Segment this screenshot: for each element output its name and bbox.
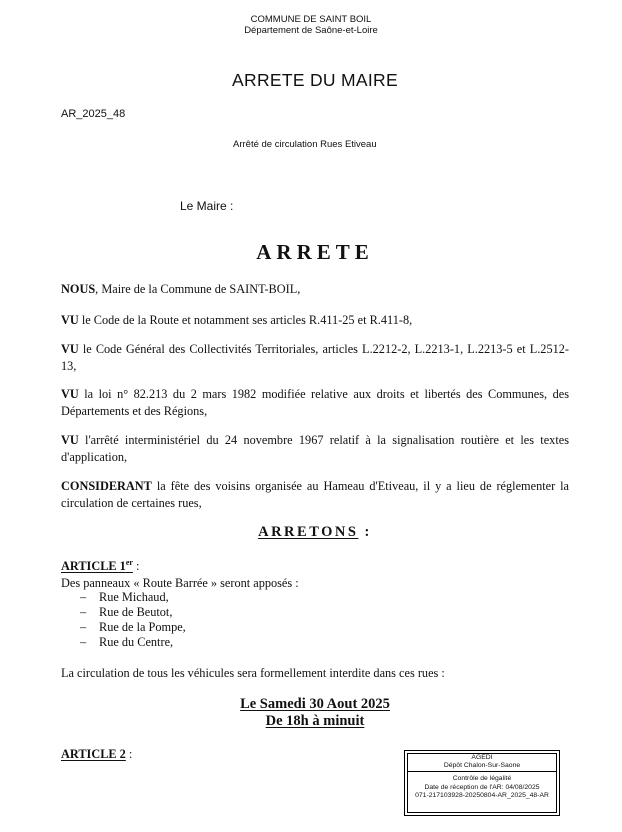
consideration-vu-loi [61, 386, 569, 419]
legality-stamp [404, 750, 560, 816]
decree-subject: Arrêté de circulation Rues Etiveau [233, 139, 377, 150]
le-maire-label: Le Maire : [180, 199, 234, 213]
street-list [80, 590, 186, 650]
article-1-heading [61, 558, 139, 574]
stamp-depot: Dépôt Chalon-Sur-Saone [443, 762, 521, 770]
consideration-text: la fête des voisins organisée au Hameau d'Etiveau, il y a lieu de réglementer la circulation de certaines rues, [61, 479, 569, 510]
commune-name: COMMUNE DE SAINT BOIL [250, 14, 372, 25]
article-1-sup: er [125, 558, 133, 567]
consideration-lead: VU [61, 313, 79, 327]
arrete-heading: ARRETE [256, 240, 374, 264]
consideration-lead: VU [61, 342, 79, 356]
event-date-text: Le Samedi 30 Aout 2025 [240, 696, 390, 712]
arretons-colon: : [358, 524, 372, 540]
list-item: – Rue du Centre, [80, 635, 186, 650]
consideration-text: le Code de la Route et notamment ses articles R.411-25 et R.411-8, [78, 313, 413, 327]
article-1-intro: Des panneaux « Route Barrée » seront apposés : [61, 576, 299, 590]
list-item: – Rue de la Pompe, [80, 620, 186, 635]
event-hours-text: De 18h à minuit [265, 713, 365, 729]
consideration-lead: VU [61, 433, 79, 447]
stamp-bottom-section [408, 772, 556, 800]
stamp-top-section [408, 754, 556, 772]
consideration-vu-code-route [61, 312, 569, 329]
article-1-label: ARTICLE 1 [61, 559, 126, 574]
event-date [0, 696, 622, 713]
consideration-considerant [61, 478, 569, 511]
stamp-controle: Contrôle de légalité [452, 775, 512, 783]
stamp-agedi: AGEDI [471, 754, 493, 761]
consideration-vu-cgct [61, 341, 569, 374]
arretons-word: ARRETONS [258, 524, 359, 540]
article-2-label: ARTICLE 2 [61, 747, 126, 761]
consideration-text: , Maire de la Commune de SAINT-BOIL, [95, 282, 301, 296]
consideration-vu-arrete [61, 432, 569, 465]
stamp-inner-frame [407, 753, 557, 813]
consideration-lead: CONSIDERANT [61, 479, 152, 493]
reference-number: AR_2025_48 [61, 108, 126, 120]
consideration-nous [61, 281, 569, 298]
article-2-colon: : [125, 747, 133, 761]
consideration-text: l'arrêté interministériel du 24 novembre 1967 relatif à la signalisation routière et les textes d'application, [61, 433, 569, 464]
departement-name: Département de Saône-et-Loire [244, 25, 378, 36]
consideration-lead: NOUS [61, 282, 96, 296]
document-title: ARRETE DU MAIRE [232, 70, 398, 90]
stamp-identifier: 071-217103928-20250804-AR_2025_48-AR [415, 791, 549, 799]
list-item: – Rue de Beutot, [80, 605, 186, 620]
consideration-text: le Code Général des Collectivités Territoriales, articles L.2212-2, L.2213-1, L.2213-5 et L.2512-13, [61, 342, 569, 373]
document-header [0, 14, 622, 36]
article-1-colon: : [132, 559, 140, 574]
event-hours [0, 713, 622, 730]
stamp-reception-date: Date de réception de l'AR: 04/08/2025 [424, 783, 540, 791]
list-item: – Rue Michaud, [80, 590, 186, 605]
consideration-text: la loi n° 82.213 du 2 mars 1982 modifiée relative aux droits et libertés des Communes, des Départements et des Régions, [61, 387, 569, 418]
consideration-lead: VU [61, 387, 79, 401]
article-2-heading [61, 747, 132, 762]
circulation-statement: La circulation de tous les véhicules sera formellement interdite dans ces rues : [61, 666, 445, 680]
arretons-heading [0, 524, 622, 541]
